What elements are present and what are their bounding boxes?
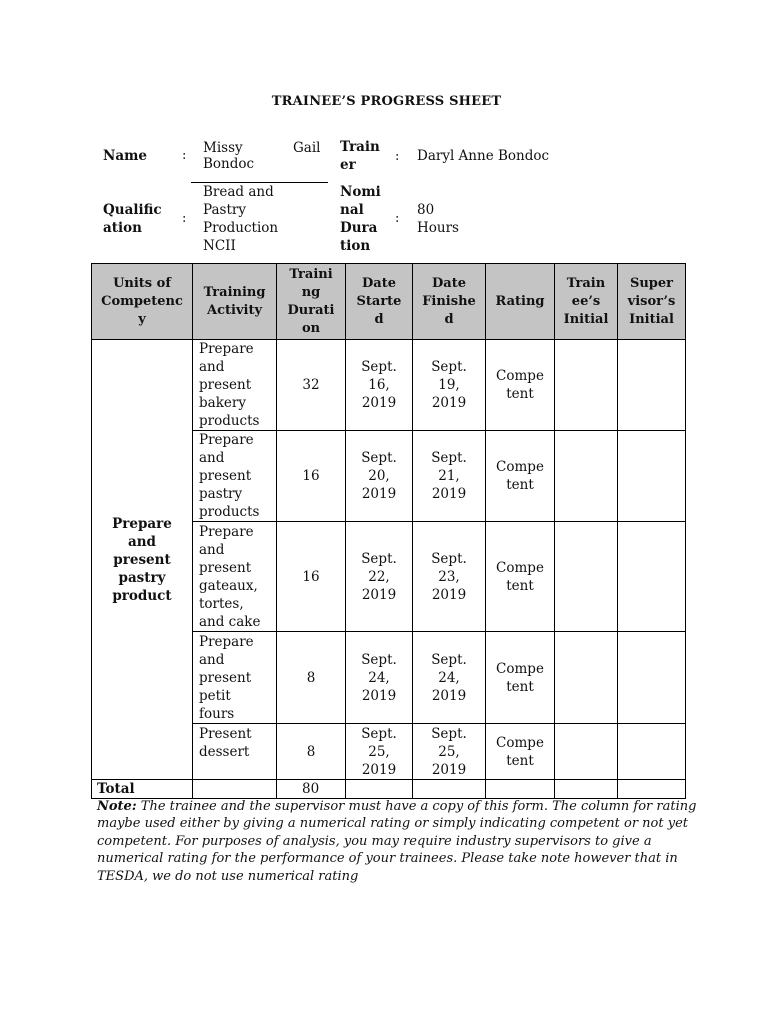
activity-cell: Prepare and present pastry products bbox=[193, 431, 277, 522]
header-rating: Rating bbox=[486, 264, 555, 340]
qualification-colon: : bbox=[182, 211, 187, 226]
name-value-middle: Gail bbox=[293, 140, 321, 156]
trainee-initial-cell bbox=[555, 431, 618, 522]
total-label: Total bbox=[92, 780, 193, 799]
date-finished-cell: Sept. 21, 2019 bbox=[413, 431, 486, 522]
duration-cell: 8 bbox=[277, 632, 346, 724]
supervisor-initial-cell bbox=[618, 431, 686, 522]
date-finished-cell: Sept. 19, 2019 bbox=[413, 340, 486, 431]
activity-cell: Prepare and present bakery products bbox=[193, 340, 277, 431]
total-empty-cell bbox=[346, 780, 413, 799]
date-started-cell: Sept. 25, 2019 bbox=[346, 724, 413, 780]
name-value-last: Bondoc bbox=[203, 156, 255, 172]
duration-cell: 16 bbox=[277, 431, 346, 522]
date-finished-cell: Sept. 23, 2019 bbox=[413, 522, 486, 632]
trainer-label-1: Train bbox=[340, 139, 380, 155]
qualification-value-2: Pastry bbox=[203, 202, 246, 218]
qualification-value-1: Bread and bbox=[203, 184, 274, 200]
trainee-initial-cell bbox=[555, 724, 618, 780]
trainer-colon: : bbox=[395, 149, 400, 164]
rating-cell: Compe tent bbox=[486, 431, 555, 522]
duration-cell: 8 bbox=[277, 724, 346, 780]
trainee-initial-cell bbox=[555, 340, 618, 431]
activity-cell: Present dessert bbox=[193, 724, 277, 780]
note-label: Note: bbox=[97, 799, 137, 814]
header-supervisor-initial: Super visor’s Initial bbox=[618, 264, 686, 340]
rating-cell: Compe tent bbox=[486, 522, 555, 632]
duration-label-1: Nomi bbox=[340, 184, 381, 200]
duration-label-2: nal bbox=[340, 202, 364, 218]
duration-label-3: Dura bbox=[340, 220, 378, 236]
qualification-value-4: NCII bbox=[203, 238, 236, 254]
header-activity: Training Activity bbox=[193, 264, 277, 340]
rating-cell: Compe tent bbox=[486, 724, 555, 780]
rating-cell: Compe tent bbox=[486, 340, 555, 431]
note-paragraph bbox=[97, 798, 697, 885]
header-duration: Traini ng Durati on bbox=[277, 264, 346, 340]
date-started-cell: Sept. 20, 2019 bbox=[346, 431, 413, 522]
total-empty-cell bbox=[618, 780, 686, 799]
date-finished-cell: Sept. 25, 2019 bbox=[413, 724, 486, 780]
total-duration: 80 bbox=[277, 780, 346, 799]
date-started-cell: Sept. 16, 2019 bbox=[346, 340, 413, 431]
total-empty-cell bbox=[486, 780, 555, 799]
trainee-initial-cell bbox=[555, 522, 618, 632]
name-value-first: Missy bbox=[203, 140, 243, 156]
supervisor-initial-cell bbox=[618, 522, 686, 632]
qualification-label-2: ation bbox=[103, 220, 142, 236]
table-row bbox=[92, 340, 686, 431]
qualification-value-3: Production bbox=[203, 220, 279, 236]
trainee-initial-cell bbox=[555, 632, 618, 724]
activity-cell: Prepare and present petit fours bbox=[193, 632, 277, 724]
table-header-row bbox=[92, 264, 686, 340]
supervisor-initial-cell bbox=[618, 632, 686, 724]
duration-value-2: Hours bbox=[417, 220, 459, 236]
total-empty-cell bbox=[413, 780, 486, 799]
duration-value-1: 80 bbox=[417, 202, 435, 218]
supervisor-initial-cell bbox=[618, 724, 686, 780]
total-row bbox=[92, 780, 686, 799]
header-units: Units of Competenc y bbox=[92, 264, 193, 340]
qualification-label-1: Qualific bbox=[103, 202, 162, 218]
date-started-cell: Sept. 22, 2019 bbox=[346, 522, 413, 632]
trainer-label-2: er bbox=[340, 157, 356, 173]
note-text: The trainee and the supervisor must have a copy of this form. The column for rating maybe used either by giving a numerical rating or simply indicating competent or not yet competent. For purposes of analysis, you may require industry supervisors to give a numerical rating for the performance of your trainees. Please take note however that in TESDA, we do not use numerical rating bbox=[97, 799, 697, 884]
supervisor-initial-cell bbox=[618, 340, 686, 431]
name-colon: : bbox=[182, 148, 187, 163]
activity-cell: Prepare and present gateaux, tortes, and cake bbox=[193, 522, 277, 632]
page-title: TRAINEE’S PROGRESS SHEET bbox=[271, 94, 502, 109]
trainer-value: Daryl Anne Bondoc bbox=[417, 148, 550, 164]
duration-label-4: tion bbox=[340, 238, 371, 254]
duration-colon: : bbox=[395, 211, 400, 226]
unit-of-competency: Prepare and present pastry product bbox=[92, 340, 193, 780]
duration-cell: 16 bbox=[277, 522, 346, 632]
name-label: Name bbox=[103, 148, 147, 164]
total-empty-cell bbox=[555, 780, 618, 799]
date-finished-cell: Sept. 24, 2019 bbox=[413, 632, 486, 724]
date-started-cell: Sept. 24, 2019 bbox=[346, 632, 413, 724]
header-date-started: Date Starte d bbox=[346, 264, 413, 340]
header-date-finished: Date Finishe d bbox=[413, 264, 486, 340]
rating-cell: Compe tent bbox=[486, 632, 555, 724]
duration-cell: 32 bbox=[277, 340, 346, 431]
total-empty-cell bbox=[193, 780, 277, 799]
header-trainee-initial: Train ee’s Initial bbox=[555, 264, 618, 340]
progress-table bbox=[91, 263, 686, 799]
